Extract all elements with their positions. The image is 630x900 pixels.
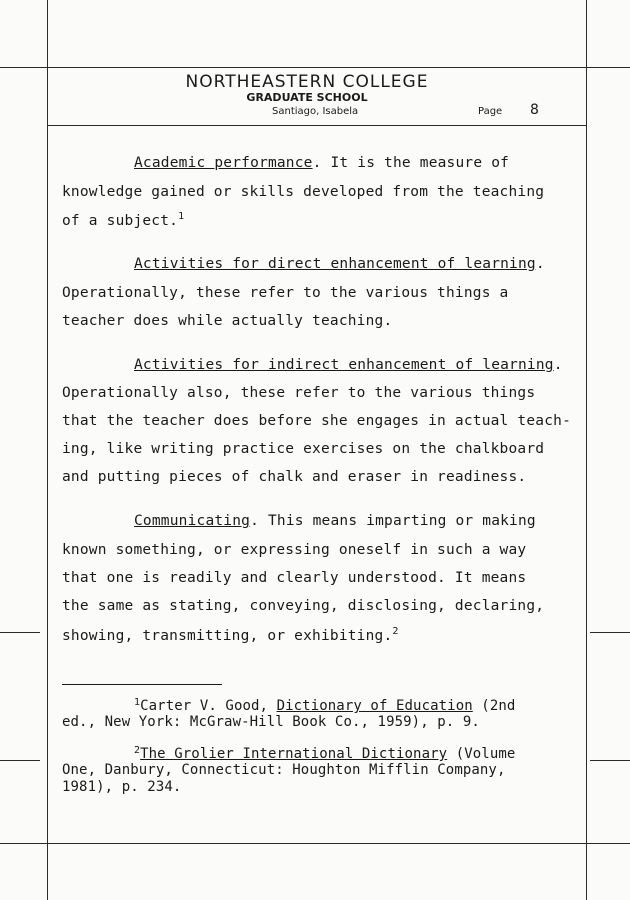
definition-line: the same as stating, conveying, disclosing, declaring, — [62, 598, 545, 614]
footnote-1: $^1$Carter V. Good, Dictionary of Education (2nd — [134, 697, 516, 714]
footnote-1-cont: ed., New York: McGraw-Hill Book Co., 1959), p. 9. — [62, 714, 480, 730]
definition-line: ing, like writing practice exercises on the chalkboard — [62, 441, 545, 457]
footnote-title: Dictionary of Education — [276, 698, 473, 714]
page-label: Page — [478, 106, 503, 117]
definition-line: Operationally also, these refer to the various things — [62, 385, 536, 401]
definition-line: and putting pieces of chalk and eraser in readiness. — [62, 469, 527, 485]
definition-line: Activities for direct enhancement of learning. — [134, 256, 545, 272]
location: Santiago, Isabela — [272, 106, 359, 117]
definition-line: Activities for indirect enhancement of learning. — [134, 357, 563, 373]
left-margin-line — [47, 0, 48, 900]
definition-line: knowledge gained or skills developed from the teaching — [62, 184, 545, 200]
footnote-ref: 2 — [392, 626, 399, 637]
term-direct-enhancement: Activities for direct enhancement of learning — [134, 256, 536, 272]
footnote-title: The Grolier International Dictionary — [140, 746, 448, 762]
term-indirect-enhancement: Activities for indirect enhancement of learning — [134, 357, 554, 373]
footnote-2-cont: One, Danbury, Connecticut: Houghton Mifflin Company, — [62, 762, 506, 778]
definition-line: that the teacher does before she engages in actual teach- — [62, 413, 571, 429]
definition-line: teacher does while actually teaching. — [62, 313, 393, 329]
footnote-ref: 1 — [178, 211, 185, 222]
top-rule — [0, 67, 630, 68]
page-number: 8 — [530, 102, 539, 118]
definition-line: known something, or expressing oneself in such a way — [62, 542, 527, 558]
college-name: NORTHEASTERN COLLEGE — [185, 72, 429, 92]
term-academic-performance: Academic performance — [134, 155, 313, 171]
definition-line: Operationally, these refer to the various things a — [62, 285, 509, 301]
footnote-2: $^2$The Grolier International Dictionary (Volume — [134, 745, 516, 762]
school-name: GRADUATE SCHOOL — [246, 91, 368, 104]
definition-line: Communicating. This means imparting or making — [134, 513, 536, 529]
footnote-2-cont: 1981), p. 234. — [62, 779, 182, 795]
edge-mark — [0, 632, 40, 633]
edge-mark — [590, 760, 630, 761]
header-rule — [47, 125, 587, 126]
edge-mark — [590, 632, 630, 633]
definition-line: Academic performance. It is the measure of — [134, 155, 510, 171]
edge-mark — [0, 760, 40, 761]
definition-line: showing, transmitting, or exhibiting.$^2$ — [62, 626, 399, 644]
definition-line: of a subject.$^1$ — [62, 211, 185, 229]
right-margin-line — [586, 0, 587, 900]
footnote-rule — [62, 684, 222, 685]
term-communicating: Communicating — [134, 513, 251, 529]
definition-line: that one is readily and clearly understood. It means — [62, 570, 527, 586]
bottom-rule — [0, 843, 630, 844]
